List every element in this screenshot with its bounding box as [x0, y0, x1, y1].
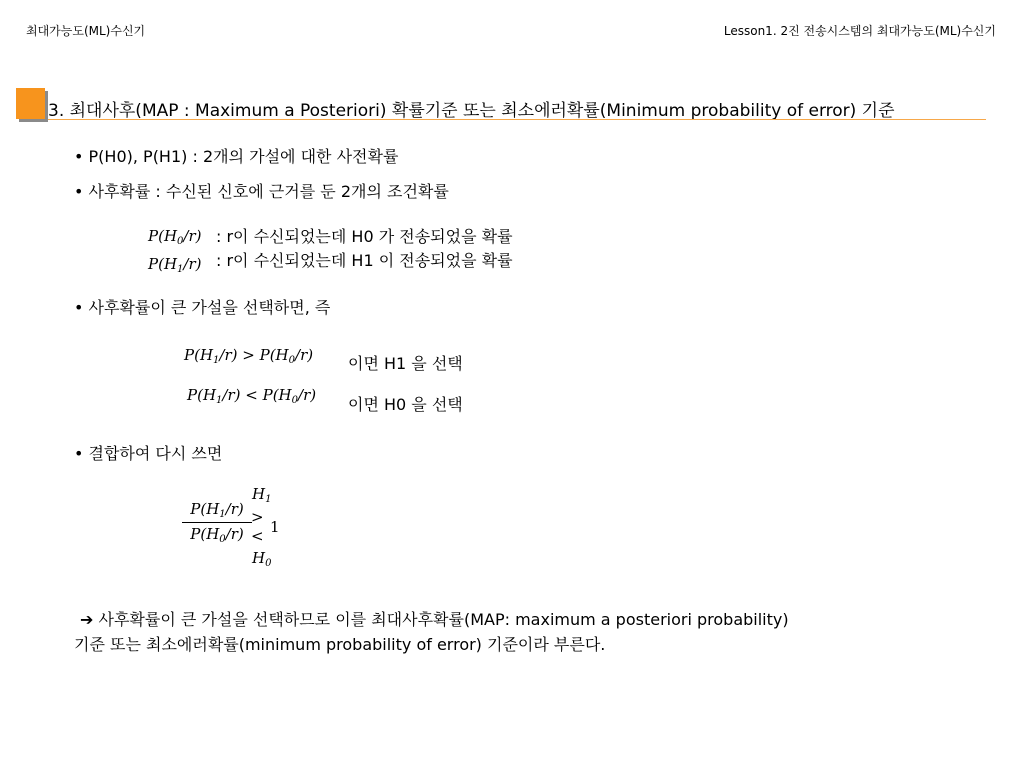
fraction-bar [182, 522, 252, 523]
formula-likelihood-ratio [182, 500, 252, 545]
conclusion-line-2: 기준 또는 최소에러확률(minimum probability of error) 기준이라 부른다. [74, 635, 606, 654]
formula-p-h1-given-r: $P(H_1/r)$ [148, 255, 202, 275]
less-than-symbol: < [251, 527, 264, 545]
fraction-numerator: $P(H_1/r)$ [190, 500, 244, 520]
posterior-h1-description: : r이 수신되었는데 H1 이 전송되었을 확률 [216, 251, 513, 270]
bullet-prior-probabilities: • P(H0), P(H1) : 2개의 가설에 대한 사전확률 [74, 147, 399, 166]
conclusion-text-1: 사후확률이 큰 가설을 선택하므로 이를 최대사후확률(MAP: maximum a posteriori probability) [98, 610, 789, 629]
posterior-h0-description: : r이 수신되었는데 H0 가 전송되었을 확률 [216, 227, 513, 246]
decision-select-h0: 이면 H0 을 선택 [348, 395, 463, 414]
section-title-row [16, 88, 1000, 124]
bullet-select-larger: • 사후확률이 큰 가설을 선택하면, 즉 [74, 298, 331, 317]
conclusion-line-1 [80, 607, 789, 630]
formula-p1-greater-p0: $P(H_1/r) > P(H_0/r)$ [184, 346, 314, 366]
formula-p-h0-given-r: $P(H_0/r)$ [148, 227, 202, 247]
bullet-combined: • 결합하여 다시 쓰면 [74, 444, 223, 463]
formula-p1-less-p0: $P(H_1/r) < P(H_0/r)$ [187, 386, 317, 406]
threshold-one: 1 [270, 518, 280, 536]
header-right: Lesson1. 2진 전송시스템의 최대가능도(ML)수신기 [723, 24, 996, 38]
header-left: 최대가능도(ML)수신기 [26, 24, 146, 38]
bullet-posterior-probabilities: • 사후확률 : 수신된 신호에 근거를 둔 2개의 조건확률 [74, 182, 449, 201]
section-title: 3. 최대사후(MAP : Maximum a Posteriori) 확률기준 또는 최소에러확률(Minimum probability of error) 기준 [48, 101, 895, 121]
fraction-denominator: $P(H_0/r)$ [190, 525, 244, 545]
right-arrow-icon: ➔ [80, 610, 94, 629]
orange-square-icon [16, 88, 45, 119]
decision-symbol-h0: $H_0$ [252, 549, 272, 569]
decision-symbol-h1: $H_1$ [252, 485, 272, 505]
greater-than-symbol: > [251, 508, 264, 526]
decision-select-h1: 이면 H1 을 선택 [348, 354, 463, 373]
title-underline [48, 119, 986, 120]
